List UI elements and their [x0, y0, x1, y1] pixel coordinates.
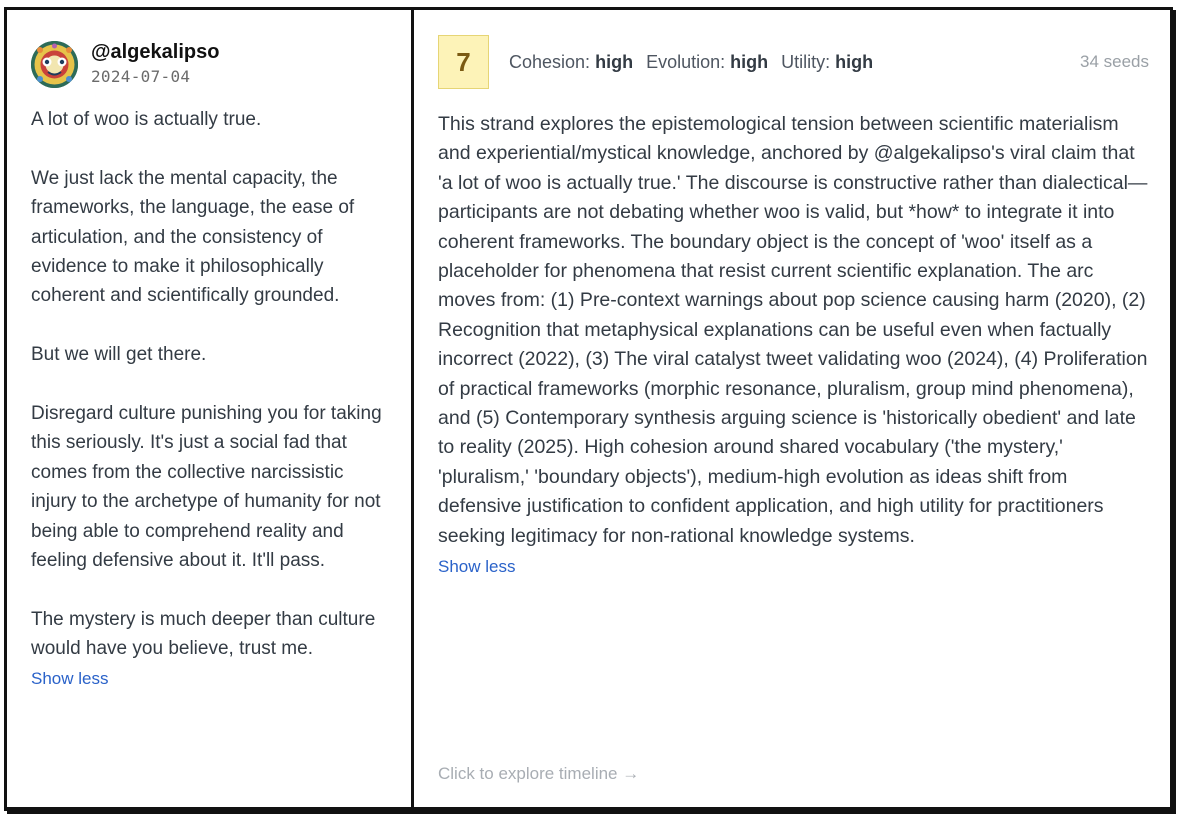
tweet-show-less-link[interactable]: Show less: [31, 668, 109, 688]
tweet-body: [31, 105, 389, 664]
tweet-panel: [7, 10, 414, 807]
strand-card: [4, 7, 1173, 811]
author-handle[interactable]: @algekalipso: [91, 41, 220, 63]
metric-label: Cohesion:: [509, 51, 591, 72]
metric-value: high: [835, 51, 874, 72]
explore-timeline-link[interactable]: Click to explore timeline →: [438, 764, 640, 783]
strand-panel[interactable]: [414, 10, 1170, 807]
tweet-paragraph: We just lack the mental capacity, the frameworks, the language, the ease of articulation, and the consistency of evidence to make it philosophically coherent and scientifically grounded.: [31, 167, 355, 307]
avatar-illustration-icon: [31, 41, 78, 88]
metric-cohesion: [509, 52, 633, 73]
strand-show-less-link[interactable]: Show less: [438, 557, 516, 577]
tweet-paragraph: The mystery is much deeper than culture would have you believe, trust me.: [31, 608, 376, 660]
metric-utility: [781, 52, 873, 73]
strand-metrics: [509, 52, 886, 73]
author-row: [31, 40, 389, 88]
strand-score-badge: 7: [438, 35, 489, 89]
metric-value: high: [595, 51, 634, 72]
metric-label: Utility:: [781, 51, 831, 72]
avatar[interactable]: [31, 41, 78, 88]
metric-evolution: [646, 52, 768, 73]
metric-label: Evolution:: [646, 51, 726, 72]
seed-count: 34 seeds: [1080, 52, 1149, 71]
strand-header: [438, 34, 1149, 90]
strand-summary: This strand explores the epistemological tension between scientific materialism and experiential/mystical knowledge, anchored by @algekalipso's viral claim that 'a lot of woo is actually true.' The discourse is constructive rather than dialectical—participants are not debating whether woo is valid, but *how* to integrate it into coherent frameworks. The boundary object is the concept of 'woo' itself as a placeholder for phenomena that resist current scientific explanation. The arc moves from: (1) Pre-context warnings about pop science causing harm (2020), (2) Recognition that metaphysical explanations can be useful even when factually incorrect (2022), (3) The viral catalyst tweet validating woo (2024), (4) Proliferation of practical frameworks (morphic resonance, pluralism, group mind phenomena), and (5) Contemporary synthesis arguing science is 'historically obedient' and late to reality (2025). High cohesion around shared vocabulary ('the mystery,' 'pluralism,' 'boundary objects'), medium-high evolution as ideas shift from defensive justification to confident application, and high utility for practitioners seeking legitimacy for non-rational knowledge systems.: [438, 113, 1148, 547]
metric-value: high: [730, 51, 769, 72]
tweet-paragraph: A lot of woo is actually true.: [31, 109, 262, 130]
author-meta: [91, 40, 219, 88]
tweet-paragraph: But we will get there.: [31, 344, 207, 366]
tweet-paragraph: Disregard culture punishing you for taking this seriously. It's just a social fad that comes from the collective narcissistic injury to the archetype of humanity for not being able to comprehend reality and feeling defensive about it. It'll pass.: [31, 403, 382, 572]
tweet-date: 2024-07-04: [91, 67, 191, 86]
